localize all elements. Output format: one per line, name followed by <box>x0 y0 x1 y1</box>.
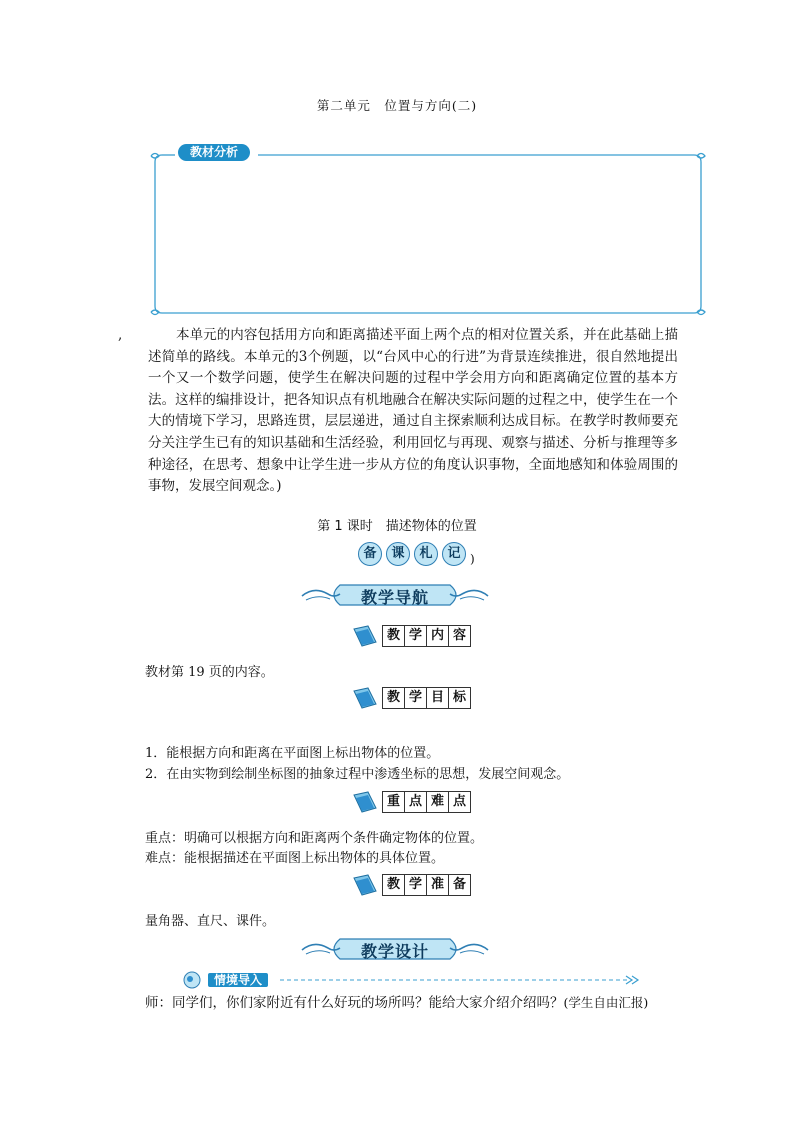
section-char: 学 <box>405 875 427 895</box>
section-char: 目 <box>427 688 449 708</box>
design-banner-text: 教学设计 <box>360 942 429 961</box>
section-char: 难 <box>427 792 449 812</box>
unit-title: 第二单元 位置与方向(二) <box>316 98 478 113</box>
situation-text <box>145 991 648 1011</box>
section-char: 学 <box>405 626 427 646</box>
prep-notes-char: 备 <box>358 542 382 566</box>
teacher-line: 师：同学们，你们家附近有什么好玩的场所吗？能给大家介绍介绍吗？ <box>145 995 564 1011</box>
section-char: 内 <box>427 626 449 646</box>
content-text: 教材第 19 页的内容。 <box>145 665 274 680</box>
key-point-text: 重点：明确可以根据方向和距离两个条件确定物体的位置。 <box>145 831 484 846</box>
student-note: (学生自由汇报) <box>563 995 649 1010</box>
design-banner <box>300 936 490 962</box>
frame-border <box>150 150 706 318</box>
section-char: 学 <box>405 688 427 708</box>
book-icon <box>352 791 378 815</box>
prep-notes-char: 记 <box>442 542 466 566</box>
section-char: 标 <box>449 688 470 708</box>
book-icon <box>352 625 378 649</box>
section-char: 点 <box>405 792 427 812</box>
section-char: 重 <box>383 792 405 812</box>
lesson-title: 第 1 课时 描述物体的位置 <box>317 519 477 534</box>
situation-header <box>180 970 640 990</box>
book-icon <box>352 874 378 898</box>
section-char: 教 <box>383 688 405 708</box>
analysis-paragraph: 本单元的内容包括用方向和距离描述平面上两个点的相对位置关系，并在此基础上描述简单的路线。本单元的3个例题，以“台风中心的行进”为背景连续推进，很自然地提出一个又一个数学问题，使学生在解决问题的过程中学会用方向和距离确定位置的基本方法。这样的编排设计，把各知识点有机地融合在解决实际问题的过程之中，使学生在一个大的情境下学习，思路连贯，层层递进，通过自主探索顺利达成目标。在教学时教师要充分关注学生已有的知识基础和生活经验，利用回忆与再现、观察与描述、分析与推理等多种途径，在思考、想象中让学生进一步从方位的角度认识事物，全面地感知和体验周围的事物，发展空间观念。) <box>148 327 678 495</box>
analysis-text <box>118 325 678 498</box>
prep-notes-paren: ) <box>470 552 475 566</box>
difficult-point-text: 难点：能根据描述在平面图上标出物体的具体位置。 <box>145 851 445 866</box>
nav-banner-text: 教学导航 <box>360 588 429 607</box>
section-char: 教 <box>383 626 405 646</box>
nav-banner <box>300 582 490 608</box>
goal-item: 1．能根据方向和距离在平面图上标出物体的位置。 <box>145 746 440 761</box>
book-icon <box>352 687 378 711</box>
analysis-tag: 教材分析 <box>178 144 250 161</box>
goal-item: 2．在由实物到绘制坐标图的抽象过程中渗透坐标的思想，发展空间观念。 <box>145 767 570 782</box>
prep-notes-badge <box>358 542 475 566</box>
prep-notes-char: 课 <box>386 542 410 566</box>
section-char: 备 <box>449 875 470 895</box>
stray-comma: , <box>118 327 123 343</box>
prep-notes-char: 札 <box>414 542 438 566</box>
analysis-frame <box>150 150 706 318</box>
section-char: 容 <box>449 626 470 646</box>
preparation-text: 量角器、直尺、课件。 <box>145 914 276 929</box>
situation-tag: 情境导入 <box>208 973 268 987</box>
section-char: 教 <box>383 875 405 895</box>
section-char: 准 <box>427 875 449 895</box>
section-char: 点 <box>449 792 470 812</box>
